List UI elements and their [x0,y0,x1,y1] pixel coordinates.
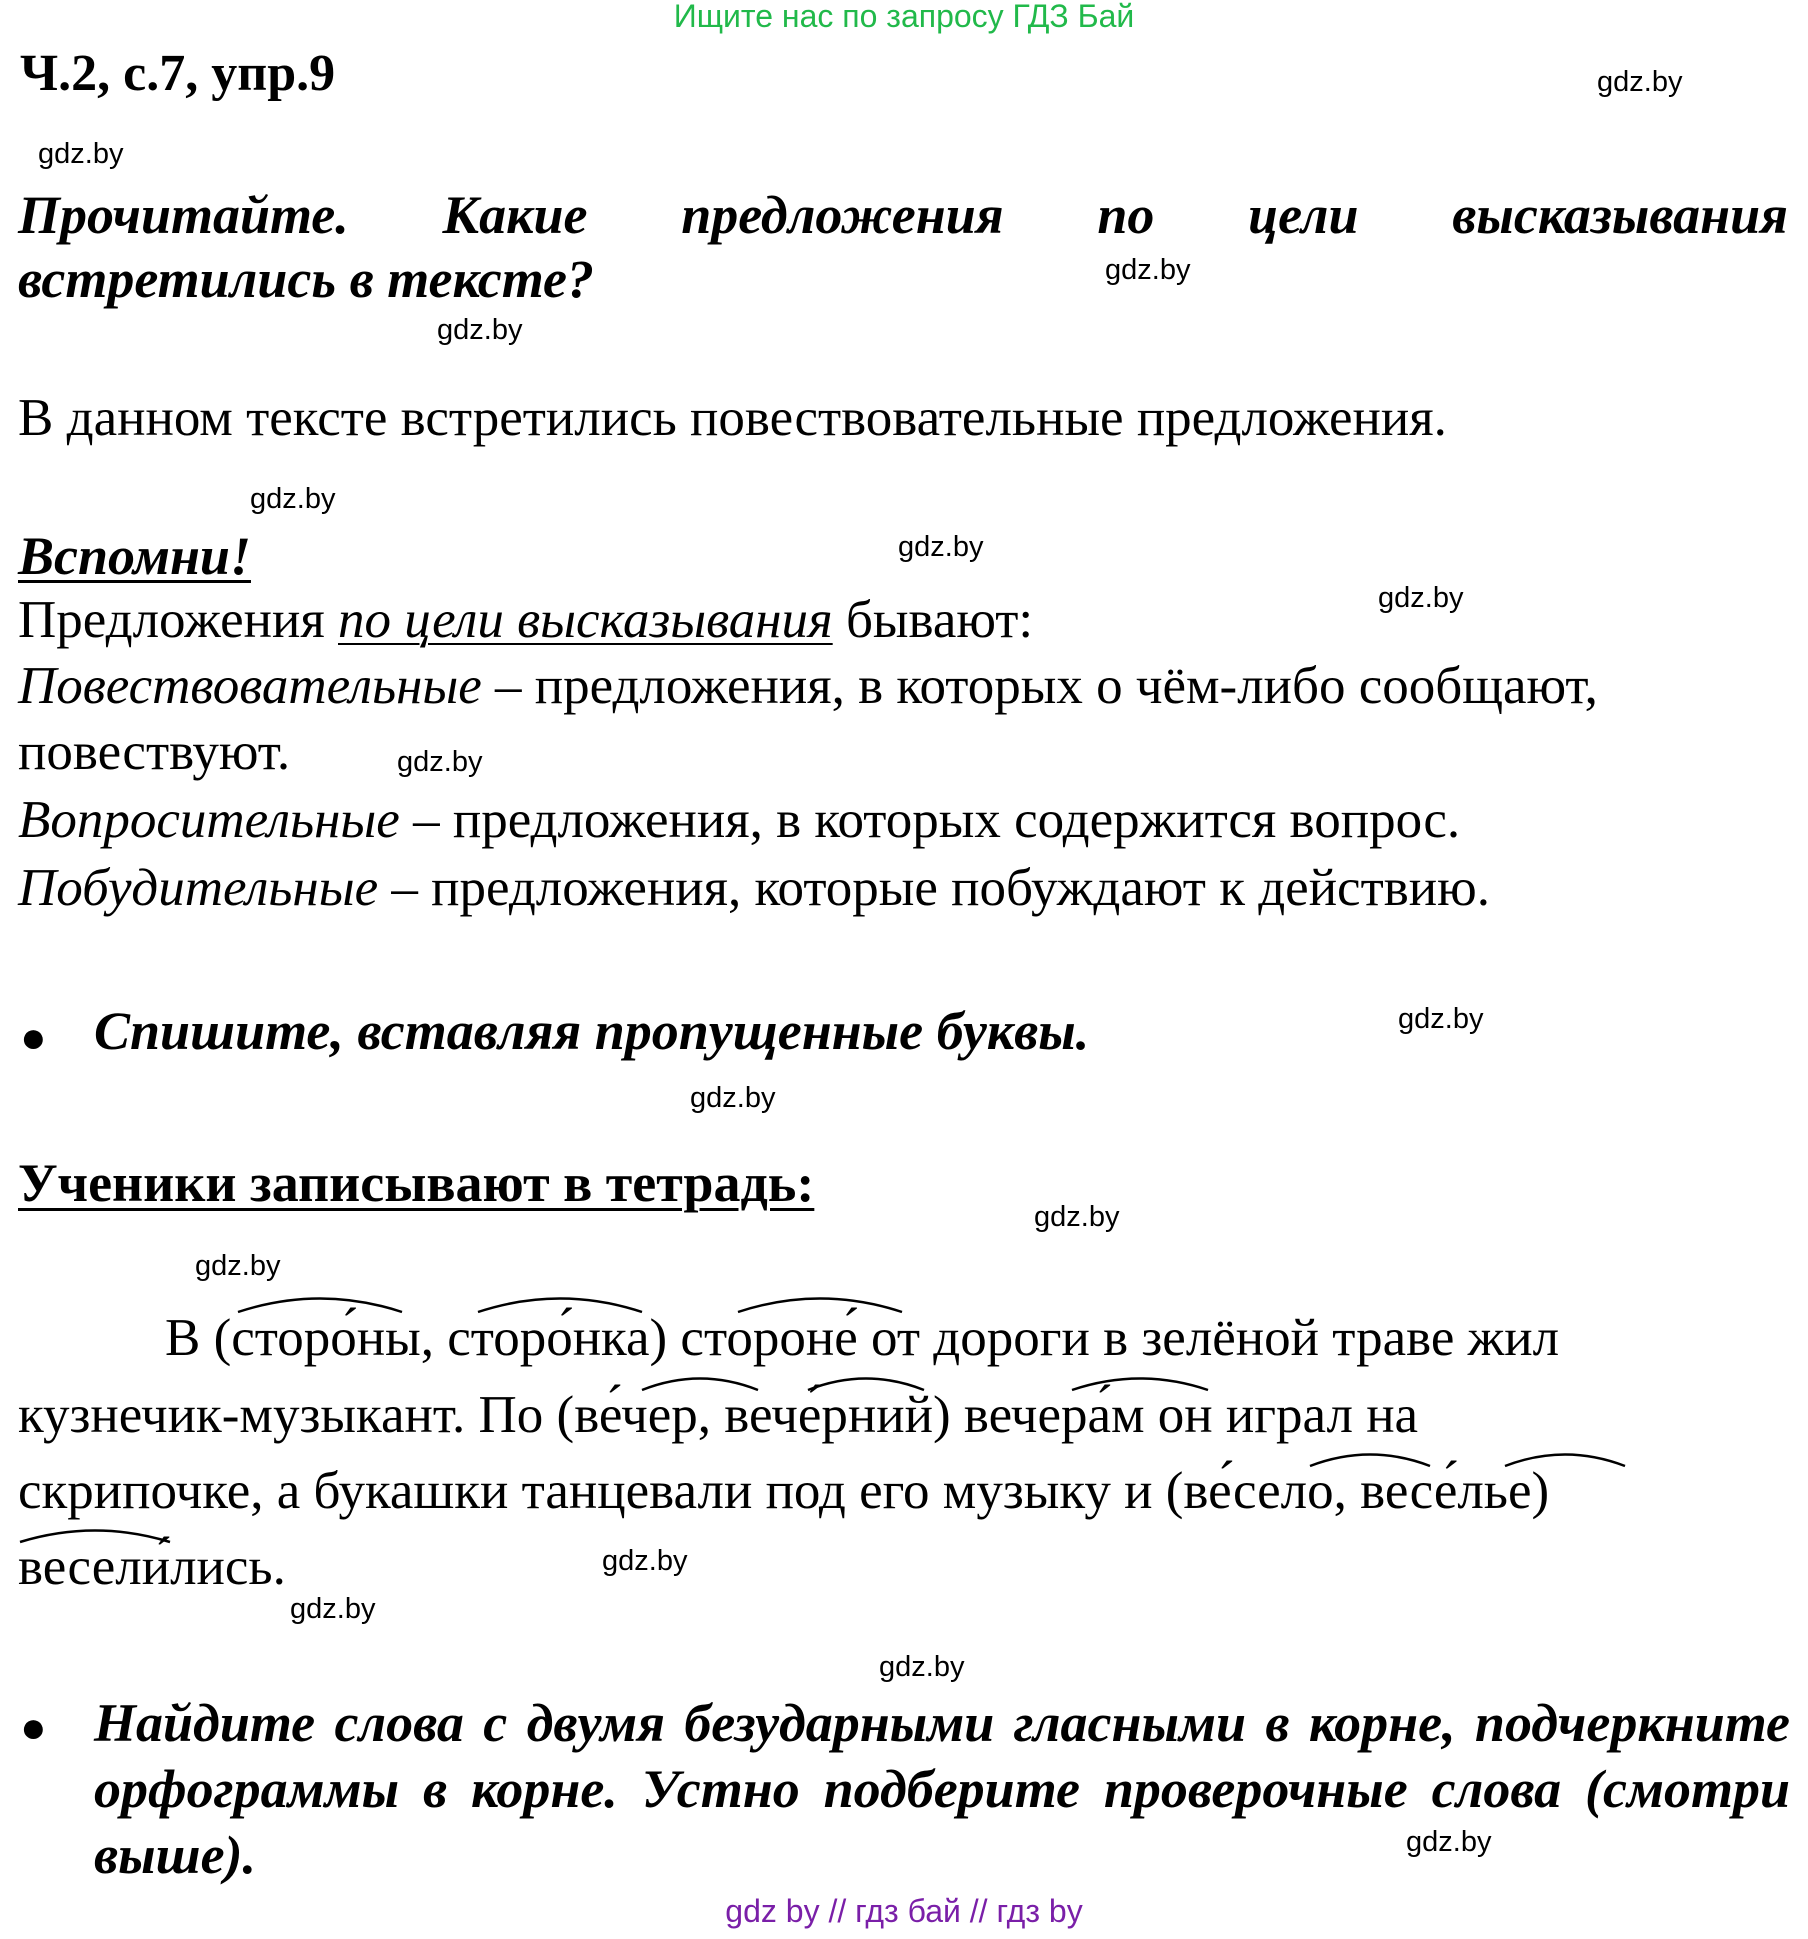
bullet-icon: ● [20,1703,47,1752]
question-line-1: Прочитайте. Какие предложения по цели высказывания [18,185,1788,245]
watermark: gdz.by [690,1082,776,1114]
copy-heading: Ученики записывают в тетрадь: [18,1153,815,1213]
watermark: gdz.by [1406,1826,1492,1858]
passage-line-3: скрипочке, а букашки танцевали под его музыку и (ве́село, весе́лье) [18,1462,1550,1520]
watermark: gdz.by [397,746,483,778]
narrative-term: Повествовательные [18,657,482,715]
watermark: gdz.by [1378,582,1464,614]
watermark: gdz.by [602,1545,688,1577]
watermark: gdz.by [195,1250,281,1282]
imperative-def: – предложения, которые побуждают к действию. [378,859,1490,917]
bullet-icon: ● [20,1013,47,1062]
watermark: gdz.by [1398,1003,1484,1035]
narrative-definition-cont: повествуют. [18,723,291,781]
remember-heading: Вспомни! [18,526,251,586]
interrogative-def: – предложения, в которых содержится вопрос. [399,791,1461,849]
watermark: gdz.by [38,138,124,170]
intro-underlined: по цели высказывания [338,591,833,649]
watermark: gdz.by [1597,66,1683,98]
footer-links[interactable]: gdz by // гдз бай // гдз by [725,1893,1083,1929]
imperative-definition [18,858,1490,918]
narrative-definition [18,656,1598,716]
imperative-term: Побудительные [18,859,379,917]
watermark: gdz.by [437,314,523,346]
intro-prefix: Предложения [18,591,338,649]
watermark: gdz.by [879,1651,965,1683]
watermark: gdz.by [1034,1201,1120,1233]
interrogative-term: Вопросительные [18,791,400,849]
watermark: gdz.by [898,531,984,563]
intro-suffix: бывают: [832,591,1034,649]
passage-line-2: кузнечик-музыкант. По (ве́чер, вече́рний) вечера́м он играл на [18,1386,1419,1444]
watermark: gdz.by [290,1593,376,1625]
task-find-words-instruction: Найдите слова с двумя безударными гласными в корне, подчеркните орфограммы в корне. Устно подберите проверочные слова (смотри выше). [94,1693,1790,1885]
passage-line-1: В (сторо́ны, сторо́нка) стороне́ от дороги в зелёной траве жил [165,1309,1560,1367]
interrogative-definition [18,790,1460,850]
answer-text: В данном тексте встретились повествовательные предложения. [18,389,1447,447]
promo-banner[interactable]: Ищите нас по запросу ГДЗ Бай [673,0,1135,34]
watermark: gdz.by [250,483,336,515]
task-copy-instruction: Спишите, вставляя пропущенные буквы. [94,1001,1090,1061]
passage-line-4: весели́лись. [18,1538,286,1596]
remember-intro [18,590,1033,650]
narrative-def: – предложения, в которых о чём-либо сообщают, [481,657,1598,715]
watermark: gdz.by [1105,254,1191,286]
exercise-title: Ч.2, с.7, упр.9 [20,45,336,102]
question-line-2: встретились в тексте? [18,249,594,309]
